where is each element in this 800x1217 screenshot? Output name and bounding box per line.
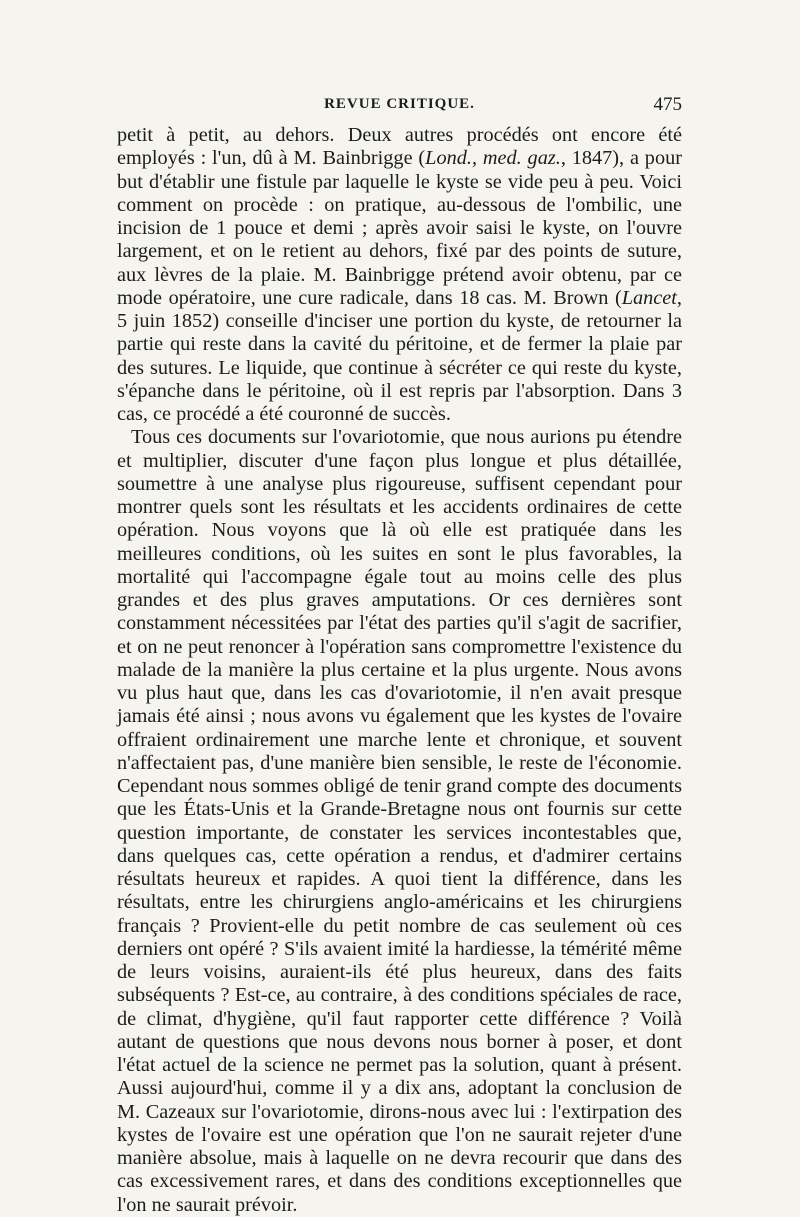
text-segment: Tous ces documents sur l'ovariotomie, que nous aurions pu étendre et multiplier, discuter d'une façon plus longue et plus détaillée, soumettre à une analyse plus rigoureuse, suffisent cependant pour montrer quels sont les résultats et les accidents ordinaires de cette opération. Nous voyons que là où elle est pratiquée dans les meilleures conditions, où les suites en sont le plus favorables, la mortalité qui l'accompagne égale tout au moins celle des plus grandes et des plus graves amputations. Or ces dernières sont constamment nécessitées par l'état des parties qu'il s'agit de sacrifier, et on ne peut renoncer à l'opération sans compromettre l'existence du malade de la manière la plus certaine et la plus urgente. Nous avons vu plus haut que, dans les cas d'ovariotomie, il n'en avait presque jamais été ainsi ; nous avons vu également que les kystes de l'ovaire offraient ordinairement une marche lente et chronique, et souvent n'affectaient pas, d'une manière bien sensible, le reste de l'économie. Cependant nous sommes obligé de tenir grand compte des documents que les États-Unis et la Grande-Bretagne nous ont fournis sur cette question importante, de constater les services incontestables que, dans quelques cas, cette opération a rendus, et d'admirer certains résultats heureux et rapides. A quoi tient la différence, dans les résultats, entre les chirurgiens anglo-américains et les chirurgiens français ? Provient-elle du petit nombre de cas seulement où ces derniers ont opéré ? S'ils avaient imité la hardiesse, la témérité même de leurs voisins, auraient-ils été plus heureux, dans des faits subséquents ? Est-ce, au contraire, à des conditions spéciales de race, de climat, d'hygiène, qu'il faut rapporter cette différence ? Voilà autant de questions que nous devons nous borner à poser, et dont l'état actuel de la science ne permet pas la solution, quant à présent. Aussi aujourd'hui, comme il y a dix ans, adoptant la conclusion de M. Cazeaux sur l'ovariotomie, dirons-nous avec lui : l'extirpation des kystes de l'ovaire est une opération que l'on ne saurait rejeter d'une manière absolue, mais à laquelle on ne devra recourir que dans des cas excessivement rares, et dans des conditions exceptionnelles que l'on ne saurait prévoir.	[117, 426, 682, 1216]
body-text	[117, 124, 682, 1217]
page-number: 475	[653, 94, 682, 115]
text-segment: petit à petit, au dehors. Deux autres procédés ont encore été employés : l'un, dû à M. Bainbrigge (	[117, 124, 682, 170]
journal-reference: Lancet	[621, 286, 677, 309]
running-title: REVUE CRITIQUE.	[324, 96, 475, 112]
text-segment: , 1847), a pour but d'établir une fistule par laquelle le kyste se vide peu à peu. Voici comment on procède : on pratique, au-dessous de l'ombilic, une incision de 1 pouce et demi ; après avoir saisi le kyste, on l'ouvre largement, et on le retient au dehors, fixé par des points de suture, aux lèvres de la plaie. M. Bainbrigge prétend avoir obtenu, par ce mode opératoire, une cure radicale, dans 18 cas. M. Brown (	[117, 147, 682, 309]
page-header	[117, 96, 682, 126]
journal-reference: Lond., med. gaz.	[425, 147, 561, 170]
text-segment: , 5 juin 1852) conseille d'inciser une portion du kyste, de retourner la partie qui reste dans la cavité du péritoine, et de fermer la plaie par des sutures. Le liquide, que continue à sécréter ce qui reste du kyste, s'épanche dans le péritoine, où il est repris par l'absorption. Dans 3 cas, ce procédé a été couronné de succès.	[117, 286, 682, 425]
paragraph-2	[117, 426, 682, 1217]
paragraph-1	[117, 124, 682, 426]
